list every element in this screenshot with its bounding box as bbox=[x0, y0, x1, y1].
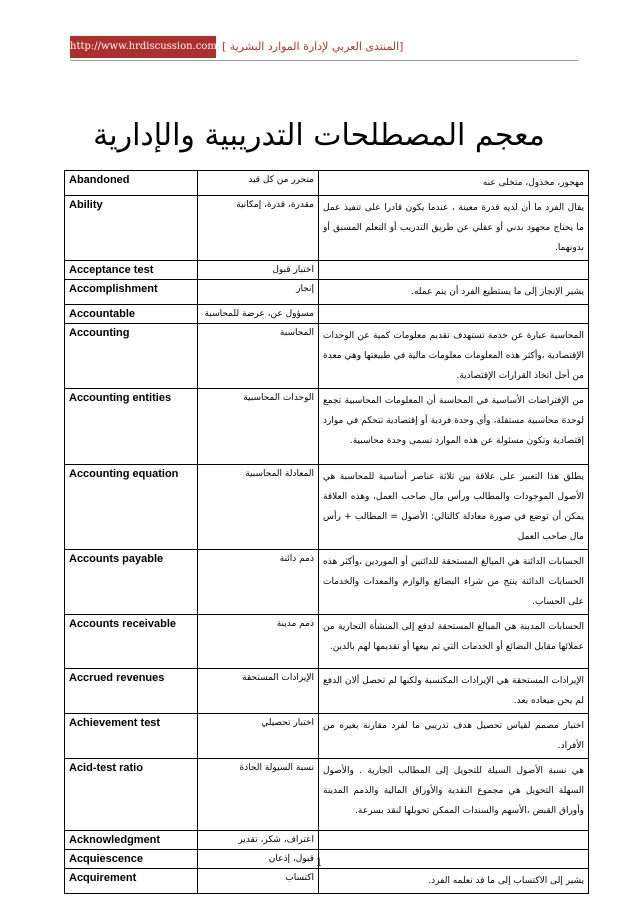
arabic-term: ذمم مدينة bbox=[198, 615, 319, 669]
english-term: Accounting entities bbox=[65, 389, 198, 465]
english-term: Accomplishment bbox=[65, 280, 198, 305]
arabic-definition: من الإفتراضات الأساسية في المحاسبة أن المعلومات المحاسبية تجمع لوحدة محاسبية مستقلة، وأي وحدة فردية أو إقتصادية تتحكم في موارد إقتصادية وتكون مسئولة عن هذه الموارد تسمى وحدة محاسبية. bbox=[319, 389, 589, 465]
english-term: Acquiescence bbox=[65, 850, 198, 869]
page-number: 1 bbox=[315, 856, 323, 869]
english-term: Achievement test bbox=[65, 714, 198, 759]
arabic-term: اختبار تحصيلي bbox=[198, 714, 319, 759]
arabic-term: اكتساب bbox=[198, 869, 319, 894]
arabic-term: متحرر من كل قيد bbox=[198, 171, 319, 196]
arabic-definition: يطلق هذا التعبير على علاقة بين ثلاثة عناصر أساسية للمحاسبة هي الأصول الموجودات والمطالب ورأس مال صاحب العمل، وهذه العلاقة يمكن أن توضع في صورة معادلة كالتالي: الأصول = المطالب + رأس مال صاحب العمل bbox=[319, 465, 589, 550]
table-row bbox=[65, 465, 589, 550]
arabic-definition: المحاسبة عبارة عن خدمة تستهدف تقديم معلومات كمية عن الوحدات الإقتصادية ،وأكثر هذه المعلومات معلومات مالية في طبيعتها وهي معدة من أجل اتخاذ القرارات الإقتصادية. bbox=[319, 324, 589, 389]
arabic-term: مسؤول عن، عرضة للمحاسبة bbox=[198, 305, 319, 324]
english-term: Accounts receivable bbox=[65, 615, 198, 669]
english-term: Acceptance test bbox=[65, 261, 198, 280]
table-row bbox=[65, 171, 589, 196]
arabic-definition bbox=[319, 261, 589, 280]
page-header bbox=[70, 36, 578, 58]
table-row bbox=[65, 869, 589, 894]
table-row bbox=[65, 831, 589, 850]
table-row bbox=[65, 324, 589, 389]
english-term: Acid-test ratio bbox=[65, 759, 198, 831]
english-term: Accounting bbox=[65, 324, 198, 389]
arabic-term: الإيرادات المستحقة bbox=[198, 669, 319, 714]
table-row bbox=[65, 615, 589, 669]
arabic-definition: يشير إلى الاكتساب إلى ما قد تعلمه الفرد. bbox=[319, 869, 589, 894]
header-divider bbox=[70, 60, 578, 61]
arabic-term: اعتراف، شكر، تقدير bbox=[198, 831, 319, 850]
glossary-table bbox=[64, 170, 589, 894]
page-title: معجم المصطلحات التدريبية والإدارية bbox=[93, 118, 545, 153]
arabic-term: المحاسبة bbox=[198, 324, 319, 389]
arabic-term: مقدرة، قدرة، إمكانية bbox=[198, 196, 319, 261]
table-row bbox=[65, 196, 589, 261]
arabic-definition: يقال الفرد ما أن لديه قدرة معينة ، عندما يكون قادرا على تنفيذ عمل ما يحتاج مجهود بدني أو عقلي عن طريق التدريب أو التعلم المسبق أو بدونهما. bbox=[319, 196, 589, 261]
table-row bbox=[65, 714, 589, 759]
table-row bbox=[65, 305, 589, 324]
arabic-definition: الحسابات الدائنة هي المبالغ المستحقة للدائنين أو الموردين ،وأكثر هذه الحسابات الدائنة ينتج من شراء البضائع والوازم والمعدات والخدمات على الحساب. bbox=[319, 550, 589, 615]
table-row bbox=[65, 550, 589, 615]
arabic-term: اختبار قبول bbox=[198, 261, 319, 280]
arabic-term: إنجاز bbox=[198, 280, 319, 305]
arabic-definition: هي نسبة الأصول السيلة للتحويل إلى المطالب الجارية . والأصول السهلة التحويل هي مجموع النقدية والأوراق المالية والذمم المدينة وأوراق القبض ،الأسهم والسندات الممكن تحويلها لنقد بسرعة. bbox=[319, 759, 589, 831]
table-row bbox=[65, 759, 589, 831]
arabic-term: المعادلة المحاسبية bbox=[198, 465, 319, 550]
table-row bbox=[65, 280, 589, 305]
header-title: [المنتدى العربي لإدارة الموارد البشرية ] bbox=[222, 40, 404, 53]
arabic-term: نسبة السيولة الحادة bbox=[198, 759, 319, 831]
english-term: Abandoned bbox=[65, 171, 198, 196]
english-term: Accrued revenues bbox=[65, 669, 198, 714]
header-url[interactable]: http://www.hrdiscussion.com bbox=[70, 36, 216, 58]
arabic-definition: يشير الإنجاز إلى ما يستطيع الفرد أن يتم عمله. bbox=[319, 280, 589, 305]
english-term: Accountable bbox=[65, 305, 198, 324]
arabic-definition: الإيرادات المستحقة هي الإيرادات المكتسبة ولكنها لم تحصل ألان الدفع لم يحن ميعاده بعد. bbox=[319, 669, 589, 714]
arabic-definition: مهجور، مخذول، متخلى عنه bbox=[319, 171, 589, 196]
table-row bbox=[65, 389, 589, 465]
english-term: Accounts payable bbox=[65, 550, 198, 615]
english-term: Acknowledgment bbox=[65, 831, 198, 850]
arabic-definition: اختبار مصمم لقياس تحصيل هدف تدريبي ما لفرد مقارنة بغيره من الأفراد. bbox=[319, 714, 589, 759]
english-term: Accounting equation bbox=[65, 465, 198, 550]
arabic-definition bbox=[319, 305, 589, 324]
arabic-term: الوحدات المحاسبية bbox=[198, 389, 319, 465]
arabic-term: قبول، إذعان bbox=[198, 850, 319, 869]
table-row bbox=[65, 261, 589, 280]
english-term: Ability bbox=[65, 196, 198, 261]
english-term: Acquirement bbox=[65, 869, 198, 894]
glossary-body bbox=[65, 171, 589, 894]
arabic-definition: الحسابات المدينة هي المبالغ المستحقة لدفع إلى المنشأة التجارية من عملائها مقابل البضائع أو الخدمات التي تم بيعها أو تقديمها لهم بالدين. bbox=[319, 615, 589, 669]
table-row bbox=[65, 669, 589, 714]
arabic-term: ذمم دائنة bbox=[198, 550, 319, 615]
arabic-definition bbox=[319, 831, 589, 850]
